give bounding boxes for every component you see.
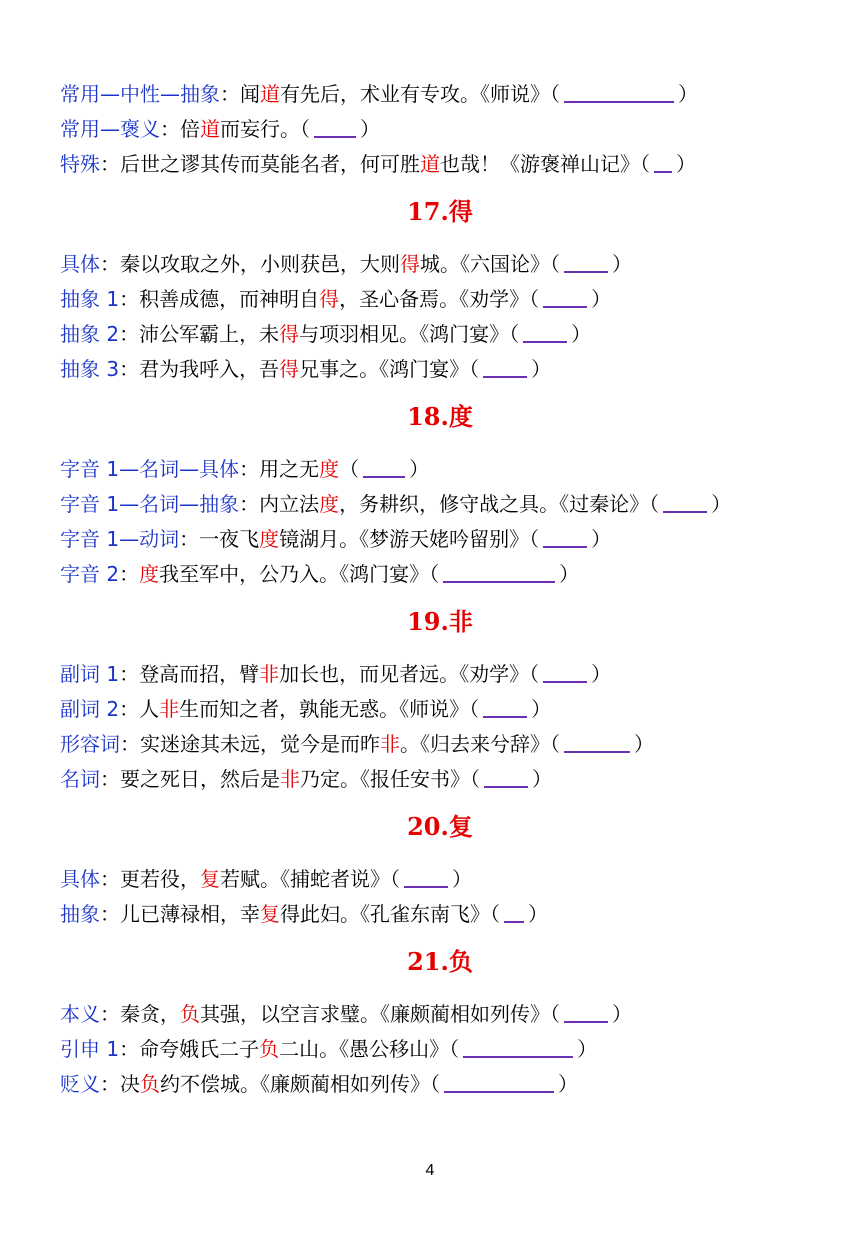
example-text: ：儿已薄禄相，幸: [100, 902, 260, 926]
answer-blank[interactable]: [483, 356, 527, 378]
highlighted-character: 道: [260, 82, 280, 106]
answer-blank[interactable]: [564, 251, 608, 273]
meaning-label: 常用—褒义: [60, 117, 160, 141]
answer-blank[interactable]: [564, 731, 630, 753]
example-text: ：倍: [160, 117, 200, 141]
example-text: ：用之无: [239, 457, 320, 481]
meaning-label: 抽象 1: [60, 287, 120, 311]
answer-blank[interactable]: [463, 1036, 573, 1058]
example-text: ）: [559, 562, 580, 586]
section-heading: 19.非: [407, 607, 473, 636]
meaning-label: 具体: [60, 252, 100, 276]
meaning-label: 名词: [60, 767, 100, 791]
example-text: ）: [634, 732, 654, 756]
example-text: ：决: [100, 1072, 140, 1096]
answer-blank[interactable]: [443, 561, 555, 583]
example-text: 有先后，术业有专攻。《师说》（: [280, 82, 560, 106]
example-text: ：人: [119, 697, 160, 721]
example-text: ：一夜飞: [179, 527, 260, 551]
example-text: ）: [711, 492, 732, 516]
definition-line: [60, 282, 820, 317]
highlighted-character: 度: [319, 492, 340, 516]
section-heading: 20.复: [407, 812, 473, 841]
example-text: 我至军中，公乃入。《鸿门宴》（: [159, 562, 440, 586]
answer-blank[interactable]: [484, 766, 528, 788]
meaning-label: 本义: [60, 1002, 100, 1026]
definition-line: [60, 487, 820, 522]
example-text: ）: [528, 902, 548, 926]
highlighted-character: 度: [259, 527, 280, 551]
example-text: ）: [577, 1037, 598, 1061]
example-text: 与项羽相见。《鸿门宴》（: [299, 322, 520, 346]
example-text: 城。《六国论》（: [420, 252, 560, 276]
answer-blank[interactable]: [483, 696, 527, 718]
example-text: 。《归去来兮辞》（: [400, 732, 560, 756]
meaning-label: 副词 2: [60, 697, 120, 721]
highlighted-character: 非: [380, 732, 400, 756]
meaning-label: 副词 1: [60, 662, 120, 686]
example-text: ：君为我呼入，吾: [119, 357, 280, 381]
example-text: 生而知之者，孰能无惑。《师说》（: [179, 697, 480, 721]
example-text: ）: [409, 457, 430, 481]
example-text: 乃定。《报任安书》（: [300, 767, 480, 791]
section-heading: 18.度: [407, 402, 473, 431]
highlighted-character: 得: [319, 287, 340, 311]
highlighted-character: 度: [139, 562, 160, 586]
example-text: ，务耕织，修守战之具。《过秦论》（: [339, 492, 660, 516]
example-text: ：秦以攻取之外，小则获邑，大则: [100, 252, 400, 276]
meaning-label: 引申 1: [60, 1037, 120, 1061]
highlighted-character: 得: [279, 357, 300, 381]
definition-line: [60, 452, 820, 487]
highlighted-character: 度: [319, 457, 340, 481]
definition-line: [60, 112, 820, 147]
example-text: 也哉！《游褒禅山记》（: [440, 152, 650, 176]
answer-blank[interactable]: [564, 1001, 608, 1023]
example-text: ：后世之谬其传而莫能名者，何可胜: [100, 152, 420, 176]
meaning-label: 抽象 3: [60, 357, 120, 381]
example-text: ：登高而招，臂: [119, 662, 260, 686]
example-text: ）: [591, 527, 612, 551]
meaning-label: 字音 1—名词—具体: [60, 457, 240, 481]
example-text: 约不偿城。《廉颇蔺相如列传》（: [160, 1072, 440, 1096]
highlighted-character: 道: [200, 117, 220, 141]
meaning-label: 字音 2: [60, 562, 120, 586]
highlighted-character: 道: [420, 152, 440, 176]
example-text: ：秦贪，: [100, 1002, 180, 1026]
example-text: ：: [119, 562, 140, 586]
worksheet-content: [60, 77, 820, 1102]
example-text: ）: [676, 152, 696, 176]
example-text: ）: [571, 322, 592, 346]
example-text: ）: [591, 662, 612, 686]
example-text: ，圣心备焉。《劝学》（: [339, 287, 540, 311]
meaning-label: 字音 1—名词—抽象: [60, 492, 240, 516]
meaning-label: 具体: [60, 867, 100, 891]
meaning-label: 形容词: [60, 732, 120, 756]
highlighted-character: 得: [400, 252, 420, 276]
definition-line: [60, 997, 820, 1032]
definition-line: [60, 317, 820, 352]
highlighted-character: 复: [260, 902, 280, 926]
highlighted-character: 非: [280, 767, 300, 791]
example-text: ）: [360, 117, 380, 141]
example-text: ）: [612, 1002, 632, 1026]
definition-line: [60, 727, 820, 762]
definition-line: [60, 247, 820, 282]
answer-blank[interactable]: [523, 321, 567, 343]
example-text: ：沛公军霸上，未: [119, 322, 280, 346]
answer-blank[interactable]: [654, 151, 672, 173]
answer-blank[interactable]: [543, 286, 587, 308]
highlighted-character: 非: [159, 697, 180, 721]
section-heading: 21.负: [407, 947, 473, 976]
answer-blank[interactable]: [663, 491, 707, 513]
example-text: ）: [452, 867, 472, 891]
definition-line: [60, 762, 820, 797]
definition-line: [60, 522, 820, 557]
example-text: 镜湖月。《梦游天姥吟留别》（: [279, 527, 540, 551]
meaning-label: 常用—中性—抽象: [60, 82, 220, 106]
highlighted-character: 负: [180, 1002, 200, 1026]
example-text: ：命夸娥氏二子: [119, 1037, 260, 1061]
section-heading: 17.得: [407, 197, 473, 226]
example-text: 若赋。《捕蛇者说》（: [220, 867, 400, 891]
example-text: ）: [531, 697, 552, 721]
meaning-label: 贬义: [60, 1072, 100, 1096]
meaning-label: 抽象: [60, 902, 100, 926]
definition-line: [60, 657, 820, 692]
example-text: ）: [558, 1072, 578, 1096]
example-text: ：闻: [220, 82, 260, 106]
example-text: 得此妇。《孔雀东南飞》（: [280, 902, 500, 926]
highlighted-character: 得: [279, 322, 300, 346]
highlighted-character: 负: [140, 1072, 160, 1096]
example-text: ：要之死日，然后是: [100, 767, 280, 791]
example-text: 而妄行。（: [220, 117, 310, 141]
definition-line: [60, 77, 820, 112]
example-text: ：实迷途其未远，觉今是而昨: [120, 732, 380, 756]
example-text: （: [339, 457, 360, 481]
example-text: ）: [531, 357, 552, 381]
example-text: 二山。《愚公移山》（: [279, 1037, 460, 1061]
page-number: 4: [425, 1162, 435, 1179]
meaning-label: 抽象 2: [60, 322, 120, 346]
answer-blank[interactable]: [363, 456, 405, 478]
meaning-label: 字音 1—动词: [60, 527, 180, 551]
definition-line: [60, 352, 820, 387]
definition-line: [60, 147, 820, 182]
definition-line: [60, 862, 820, 897]
highlighted-character: 复: [200, 867, 220, 891]
answer-blank[interactable]: [564, 81, 674, 103]
highlighted-character: 非: [259, 662, 280, 686]
example-text: ：内立法: [239, 492, 320, 516]
answer-blank[interactable]: [404, 866, 448, 888]
definition-line: [60, 557, 820, 592]
definition-line: [60, 897, 820, 932]
example-text: ：积善成德，而神明自: [119, 287, 320, 311]
example-text: ）: [612, 252, 632, 276]
example-text: ）: [532, 767, 552, 791]
definition-line: [60, 692, 820, 727]
answer-blank[interactable]: [504, 901, 524, 923]
answer-blank[interactable]: [314, 116, 356, 138]
highlighted-character: 负: [259, 1037, 280, 1061]
example-text: 兄事之。《鸿门宴》（: [299, 357, 480, 381]
answer-blank[interactable]: [444, 1071, 554, 1093]
example-text: 加长也，而见者远。《劝学》（: [279, 662, 540, 686]
example-text: 其强，以空言求璧。《廉颇蔺相如列传》（: [200, 1002, 560, 1026]
definition-line: [60, 1032, 820, 1067]
definition-line: [60, 1067, 820, 1102]
answer-blank[interactable]: [543, 526, 587, 548]
example-text: ：更若役，: [100, 867, 200, 891]
example-text: ）: [678, 82, 698, 106]
meaning-label: 特殊: [60, 152, 100, 176]
answer-blank[interactable]: [543, 661, 587, 683]
example-text: ）: [591, 287, 612, 311]
